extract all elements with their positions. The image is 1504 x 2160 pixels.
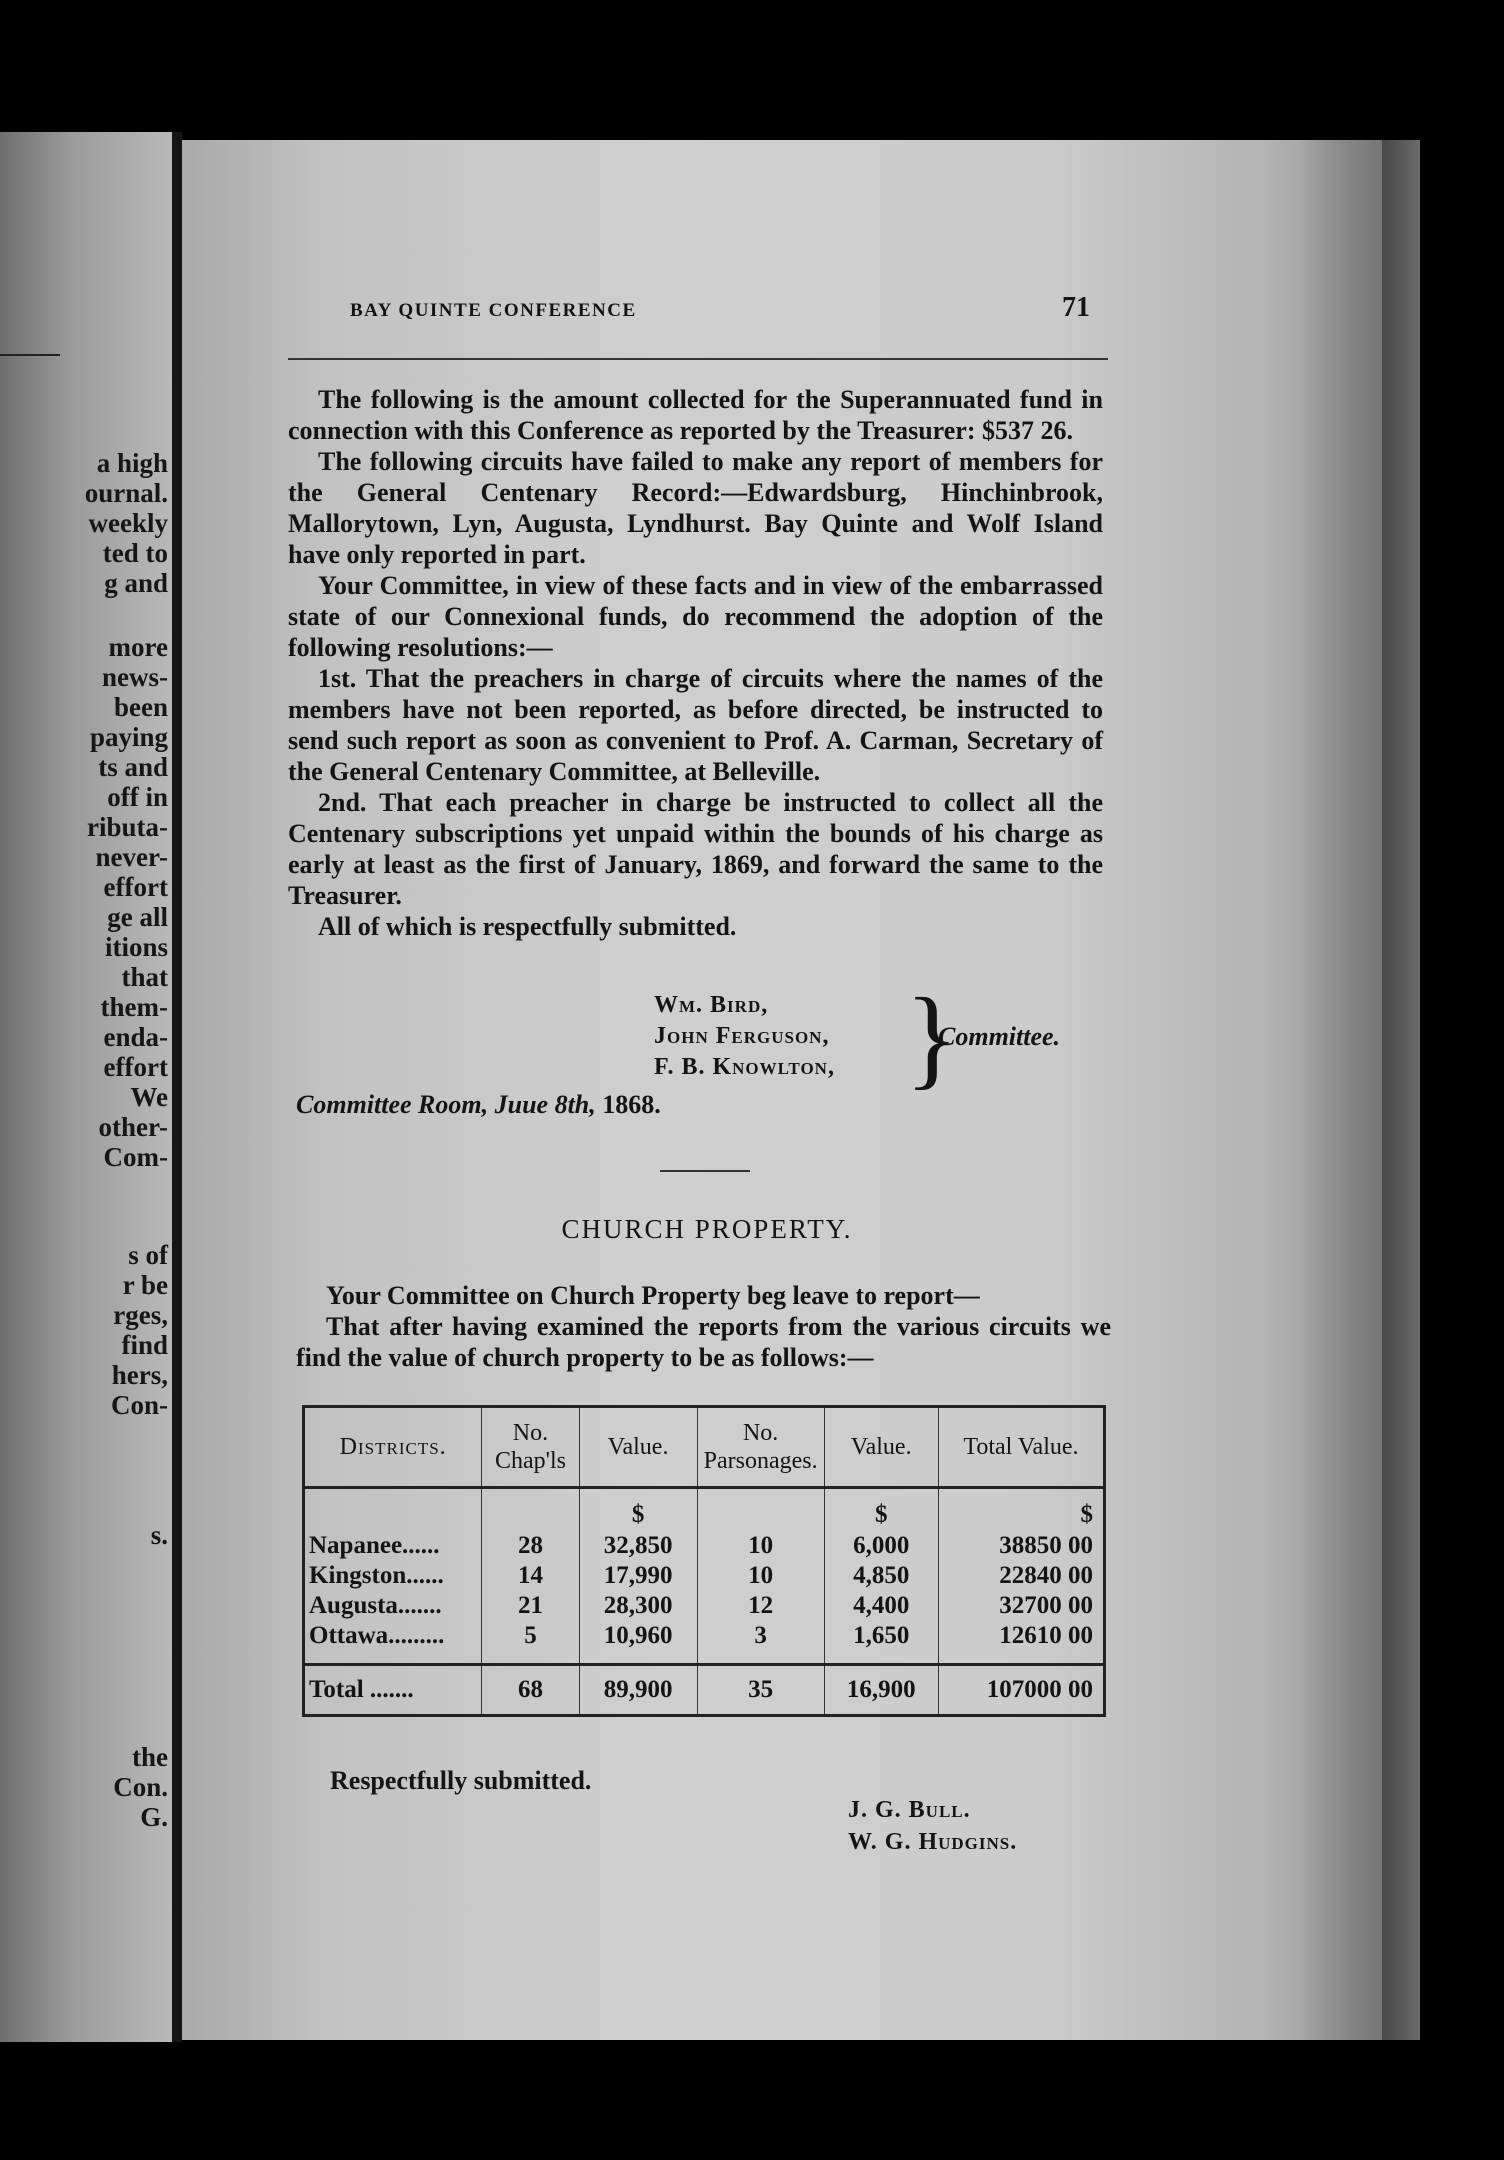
signature-hudgins: W. G. Hudgins. <box>848 1829 1018 1855</box>
committee-room-place: Committee Room, Juue 8th, <box>296 1090 596 1119</box>
cell-total-value: 22840 00 <box>938 1561 1104 1591</box>
signature-bird: Wm. Bird, <box>654 992 769 1018</box>
col-header-parsonages: No. Parsonages. <box>697 1407 824 1488</box>
facing-page-line: Con. <box>113 1772 168 1802</box>
paragraph-superannuated-fund: The following is the amount collected for the Superannuated fund in connection with this Conference as reported by the Treasurer: $537 26. <box>288 385 1103 445</box>
cell-chapels: 68 <box>482 1665 579 1716</box>
facing-page-line: the <box>132 1742 168 1772</box>
facing-page-line: ournal. <box>84 478 168 508</box>
table-row <box>304 1621 1105 1665</box>
facing-page-line: G. <box>140 1802 168 1832</box>
cell-district: Total ....... <box>304 1665 482 1716</box>
facing-page-line: hers, <box>111 1360 168 1390</box>
cell-total-value: 12610 00 <box>938 1621 1104 1665</box>
paragraph-submitted: All of which is respectfully submitted. <box>318 912 737 941</box>
property-signatures <box>848 1794 1017 1858</box>
facing-page-line: been <box>114 692 168 722</box>
facing-page-line: enda- <box>103 1022 168 1052</box>
cell-parsonages: 10 <box>697 1531 824 1561</box>
facing-page-line: more <box>108 632 168 662</box>
church-property-intro <box>296 1280 1111 1373</box>
facing-page-line: rges, <box>113 1300 168 1330</box>
facing-page-line: itions <box>104 932 168 962</box>
cell-value: 28,300 <box>579 1591 697 1621</box>
cell-chapels: 28 <box>482 1531 579 1561</box>
page-number: 71 <box>1062 292 1090 323</box>
cell-total-value: $ <box>938 1488 1104 1532</box>
cell-parsonage-value: 4,850 <box>824 1561 938 1591</box>
cell-value: 10,960 <box>579 1621 697 1665</box>
facing-page-line: that <box>121 962 168 992</box>
cell-parsonage-value: 1,650 <box>824 1621 938 1665</box>
facing-page-line: ge all <box>107 902 168 932</box>
report-body <box>288 384 1103 942</box>
facing-page-line: them- <box>100 992 168 1022</box>
cell-value: $ <box>579 1488 697 1532</box>
church-property-table <box>302 1405 1106 1717</box>
facing-page-line: find <box>121 1330 168 1360</box>
col-header-total-value: Total Value. <box>938 1407 1104 1488</box>
cell-parsonage-value: 16,900 <box>824 1665 938 1716</box>
signature-ferguson: John Ferguson, <box>654 1023 830 1049</box>
table-row <box>304 1531 1105 1561</box>
col-header-districts: Districts. <box>304 1407 482 1488</box>
facing-page-line: ributa- <box>87 812 168 842</box>
cell-parsonage-value: 4,400 <box>824 1591 938 1621</box>
facing-page-line: effort <box>103 872 168 902</box>
cell-total-value: 32700 00 <box>938 1591 1104 1621</box>
cell-parsonage-value: 6,000 <box>824 1531 938 1561</box>
page-gutter <box>172 132 182 2042</box>
cell-district: Kingston...... <box>304 1561 482 1591</box>
intro-line-2: That after having examined the reports from the various circuits we find the value of church property to be as follows:— <box>296 1312 1111 1372</box>
header-rule <box>288 358 1108 360</box>
table-row <box>304 1561 1105 1591</box>
committee-room-year: 1868. <box>602 1090 661 1119</box>
cell-district: Augusta....... <box>304 1591 482 1621</box>
running-title: BAY QUINTE CONFERENCE <box>350 300 637 321</box>
cell-district: Ottawa......... <box>304 1621 482 1665</box>
cell-district: Napanee...... <box>304 1531 482 1561</box>
col-header-chapels: No. Chap'ls <box>482 1407 579 1488</box>
cell-value: 17,990 <box>579 1561 697 1591</box>
facing-page-rule <box>0 354 60 356</box>
facing-page-line: effort <box>103 1052 168 1082</box>
facing-page-line: s. <box>150 1520 168 1550</box>
facing-page-fragment <box>0 132 172 2042</box>
total-row <box>304 1665 1105 1716</box>
section-title: CHURCH PROPERTY. <box>561 1214 853 1244</box>
resolution-first: 1st. That the preachers in charge of circuits where the names of the members have not been reported, as before directed, be instructed to send such report as soon as convenient to Prof. A. Carman, Secretary of the General Centenary Committee, at Belleville. <box>288 664 1103 786</box>
paragraph-committee-view: Your Committee, in view of these facts and in view of the embarrassed state of our Connexional funds, do recommend the adoption of the following resolutions:— <box>288 571 1103 662</box>
cell-parsonages <box>697 1488 824 1532</box>
signature-bull: J. G. Bull. <box>848 1797 971 1823</box>
paragraph-failed-circuits: The following circuits have failed to make any report of members for the General Centenary Record:—Edwardsburg, Hinchinbrook, Mallorytown, Lyn, Augusta, Lyndhurst. Bay Quinte and Wolf Island have only reported in part. <box>288 447 1103 569</box>
table-body <box>304 1488 1105 1716</box>
cell-parsonages: 12 <box>697 1591 824 1621</box>
closing-line: Respectfully submitted. <box>330 1766 592 1795</box>
cell-parsonages: 10 <box>697 1561 824 1591</box>
brace-glyph: } <box>905 976 959 1100</box>
cell-total-value: 38850 00 <box>938 1531 1104 1561</box>
cell-parsonages: 3 <box>697 1621 824 1665</box>
cell-chapels: 14 <box>482 1561 579 1591</box>
cell-total-value: 107000 00 <box>938 1665 1104 1716</box>
facing-page-line: s of <box>128 1240 168 1270</box>
facing-page-line: Con- <box>110 1390 168 1420</box>
facing-page-line: off in <box>107 782 168 812</box>
committee-signatures <box>654 990 835 1083</box>
facing-page-line: We <box>130 1082 168 1112</box>
col-header-value: Value. <box>579 1407 697 1488</box>
facing-page-line: g and <box>104 568 168 598</box>
cell-district <box>304 1488 482 1532</box>
cell-parsonage-value: $ <box>824 1488 938 1532</box>
table-row <box>304 1591 1105 1621</box>
facing-page-line: Com- <box>103 1142 168 1172</box>
cell-value: 32,850 <box>579 1531 697 1561</box>
intro-line-1: Your Committee on Church Property beg leave to report— <box>326 1281 980 1310</box>
cell-chapels: 5 <box>482 1621 579 1665</box>
facing-page-line: a high <box>96 448 168 478</box>
signature-knowlton: F. B. Knowlton, <box>654 1054 835 1080</box>
facing-page-line: never- <box>95 842 168 872</box>
facing-page-line: other- <box>98 1112 168 1142</box>
cell-value: 89,900 <box>579 1665 697 1716</box>
section-separator <box>660 1170 750 1172</box>
committee-room-dateline <box>296 1090 661 1120</box>
facing-page-line: paying <box>89 722 168 752</box>
resolution-second: 2nd. That each preacher in charge be instructed to collect all the Centenary subscriptions yet unpaid within the bounds of his charge as early at least as the first of January, 1869, and forward the same to the Treasurer. <box>288 788 1103 910</box>
cell-chapels: 21 <box>482 1591 579 1621</box>
currency-row <box>304 1488 1105 1532</box>
facing-page-line: ts and <box>98 752 168 782</box>
cell-parsonages: 35 <box>697 1665 824 1716</box>
col-header-parsonage-value: Value. <box>824 1407 938 1488</box>
committee-role: Committee. <box>938 1022 1061 1051</box>
table-header-row <box>304 1407 1105 1488</box>
page-edge-shadow <box>1300 140 1420 2040</box>
facing-page-line: weekly <box>88 508 168 538</box>
facing-page-line: ted to <box>102 538 168 568</box>
facing-page-line: r be <box>122 1270 168 1300</box>
facing-page-line: news- <box>102 662 168 692</box>
cell-chapels <box>482 1488 579 1532</box>
